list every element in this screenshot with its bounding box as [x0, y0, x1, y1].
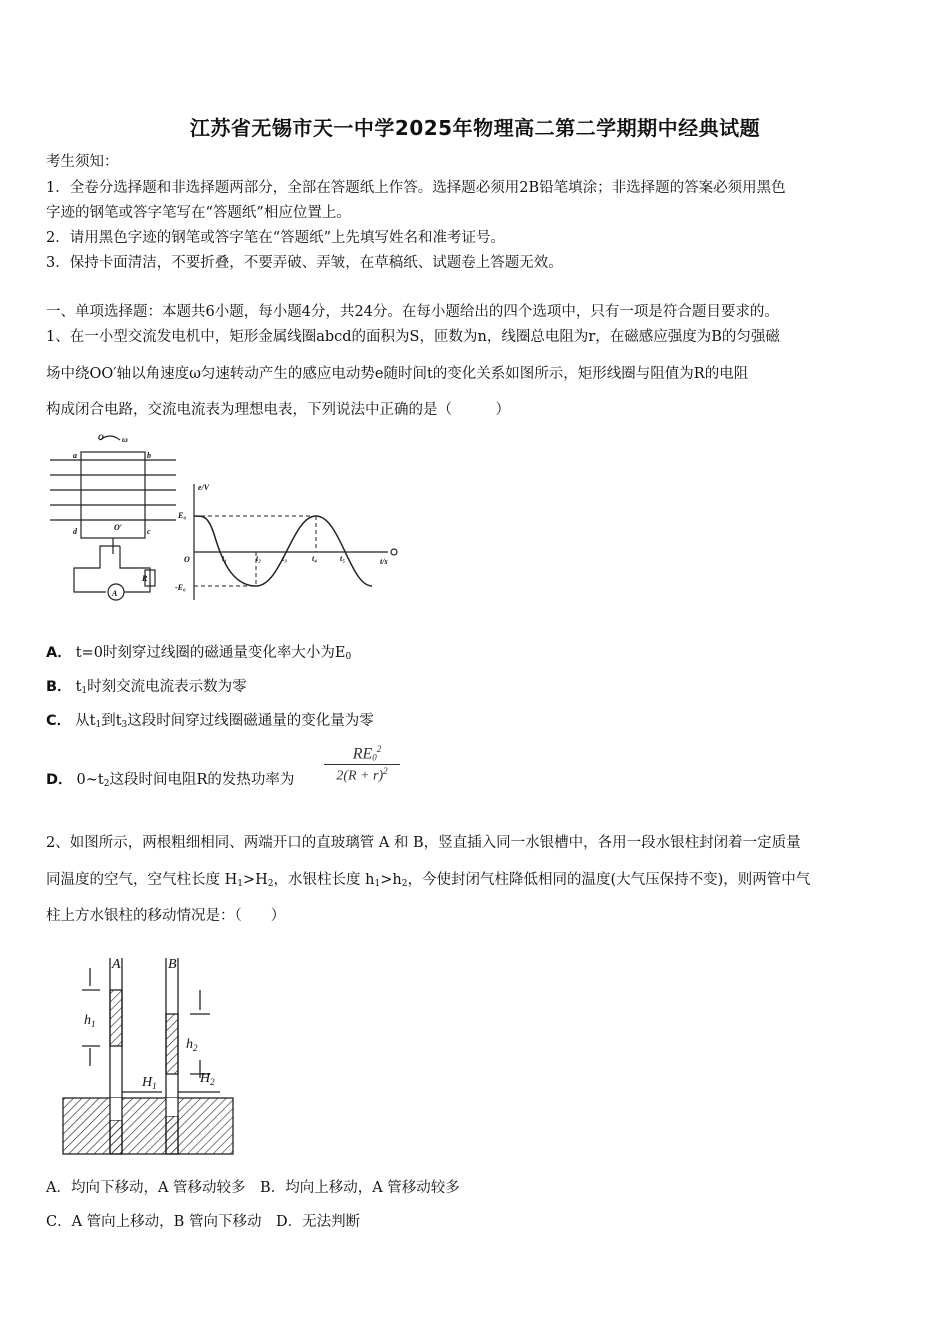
h1-label: $h_1$ — [84, 1013, 96, 1029]
coil-label-b: b — [147, 451, 151, 460]
tube-b-label: B — [168, 957, 177, 972]
notice-item-3: 3．保持卡面清洁，不要折叠，不要弄破、弄皱，在草稿纸、试题卷上答题无效。 — [46, 255, 563, 271]
q1-line-2: 场中绕OO′轴以角速度ω匀速转动产生的感应电动势e随时间t的变化关系如图所示，矩形线圈与阻值为R的电阻 — [46, 366, 749, 382]
page-title: 江苏省无锡市天一中学2025年物理高二第二学期期中经典试题 — [189, 116, 761, 140]
notice-item-1: 1．全卷分选择题和非选择题两部分，全部在答题纸上作答。选择题必须用2B铅笔填涂；非选择题的答案必须用黑色 — [46, 180, 786, 196]
q2-line-3: 柱上方水银柱的移动情况是：（ ） — [46, 908, 286, 924]
section-heading: 一、单项选择题：本题共6小题，每小题4分，共24分。在每小题给出的四个选项中，只有一项是符合题目要求的。 — [46, 304, 779, 320]
q2-figure — [60, 950, 240, 1160]
q1-option-d[interactable]: D． $0\sim t_2$这段时间电阻R的发热功率为 — [46, 772, 295, 789]
q1-line-3: 构成闭合电路，交流电流表为理想电表，下列说法中正确的是（ ） — [46, 402, 510, 418]
graph-emax: E₀ — [178, 511, 187, 520]
coil-label-c: c — [147, 527, 151, 536]
graph-axis-x: t/s — [380, 557, 388, 566]
q2-line-2: 同温度的空气，空气柱长度 $H_1>H_2$，水银柱长度 $h_1>h_2$，今使封闭气柱降低相同的温度(大气压保持不变)，则两管中气 — [46, 872, 811, 889]
q1-line-1: 1、在一小型交流发电机中，矩形金属线圈abcd的面积为S，匝数为n，线圈总电阻为r，在磁感应强度为B的匀强磁 — [46, 329, 780, 345]
q1-option-c[interactable]: C． 从$t_1$到$t_3$这段时间穿过线圈磁通量的变化量为零 — [46, 713, 374, 730]
q1-option-b[interactable]: B． $t_1$时刻交流电流表示数为零 — [46, 679, 247, 696]
power-formula: $RE_0^2$ $2(R + r)^2$ — [322, 744, 402, 785]
q2-options-row-1[interactable]: A．均向下移动，A 管移动较多 B．均向上移动，A 管移动较多 — [46, 1180, 460, 1196]
tick-t1: t₁ — [222, 554, 228, 563]
notice-heading: 考生须知： — [46, 154, 119, 170]
axis-label-o-top: O — [98, 433, 104, 442]
tube-a-label: A — [112, 957, 121, 972]
omega-label: ω — [122, 435, 128, 444]
axis-label-o-prime: O′ — [114, 523, 123, 532]
notice-item-2: 2．请用黑色字迹的钢笔或答字笔在“答题纸”上先填写姓名和准考证号。 — [46, 230, 506, 246]
tick-t5: t₅ — [340, 554, 346, 563]
q1-option-a[interactable]: A． t=0时刻穿过线圈的磁通量变化率大小为$E_0$ — [46, 645, 352, 662]
notice-item-1-cont: 字迹的钢笔或答字笔写在“答题纸”相应位置上。 — [46, 205, 351, 221]
coil-label-a: a — [73, 451, 77, 460]
resistor-label: R — [142, 574, 148, 583]
graph-axis-y: e/V — [198, 483, 210, 492]
tick-t4: t₄ — [312, 554, 318, 563]
graph-origin: O — [184, 555, 190, 564]
tick-t3: t₃ — [282, 554, 288, 563]
ammeter-label: A — [112, 589, 118, 598]
H2-label: $H_2$ — [200, 1071, 215, 1087]
q2-options-row-2[interactable]: C．A 管向上移动，B 管向下移动 D．无法判断 — [46, 1214, 361, 1230]
coil-label-d: d — [73, 527, 77, 536]
q1-figure — [44, 430, 404, 606]
graph-emin: -E₀ — [175, 583, 186, 592]
q2-line-1: 2、如图所示，两根粗细相同、两端开口的直玻璃管 A 和 B，竖直插入同一水银槽中，各用一段水银柱封闭着一定质量 — [46, 835, 801, 851]
tick-t2: t₂ — [256, 554, 262, 563]
h2-label: $h_2$ — [186, 1037, 198, 1053]
H1-label: $H_1$ — [142, 1075, 157, 1091]
